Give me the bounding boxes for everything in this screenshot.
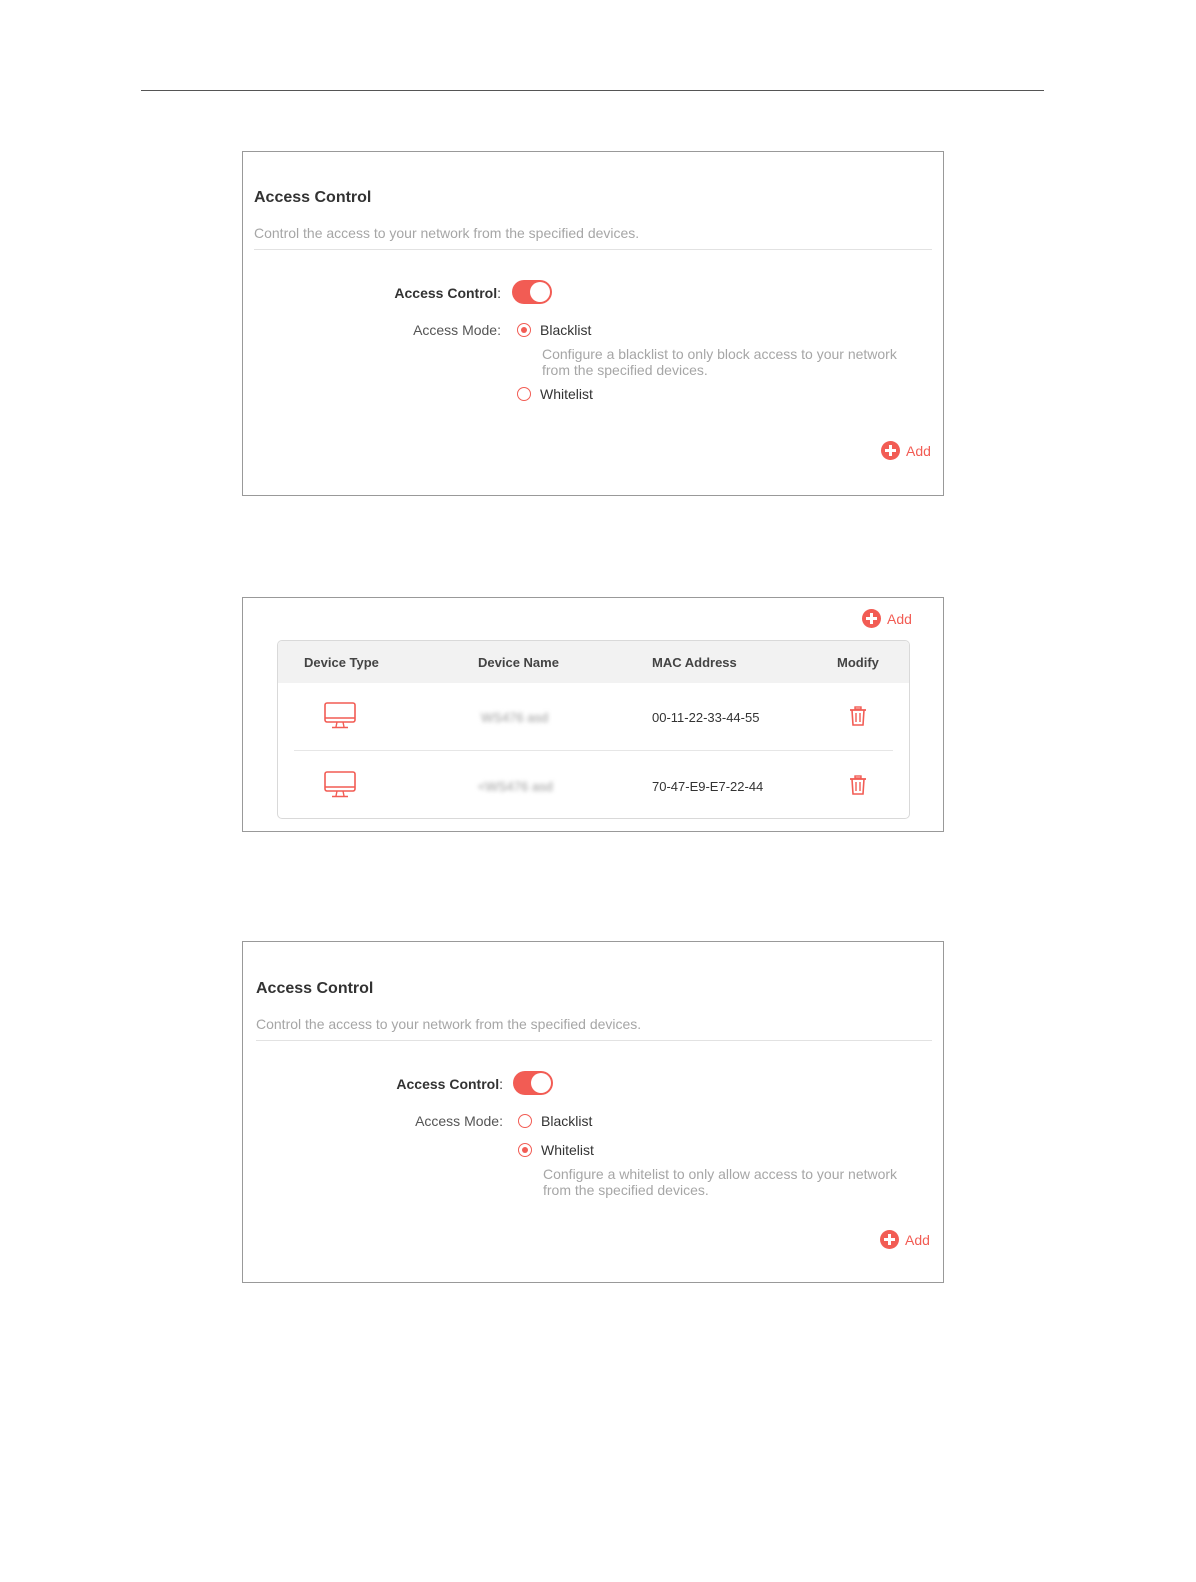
panel-description: Control the access to your network from the specified devices. bbox=[256, 1016, 642, 1032]
table-row bbox=[278, 751, 909, 819]
add-button-label: Add bbox=[905, 1231, 930, 1248]
blacklist-radio-label[interactable]: Blacklist bbox=[540, 322, 592, 338]
page-header-rule bbox=[141, 90, 1044, 91]
column-header-device-type: Device Type bbox=[304, 655, 379, 670]
add-device-button[interactable] bbox=[862, 609, 912, 628]
access-control-panel-whitelist bbox=[242, 941, 944, 1283]
whitelist-hint: Configure a whitelist to only allow access to your network from the specified devices. bbox=[543, 1166, 898, 1198]
access-mode-label: Access Mode: bbox=[415, 1113, 503, 1129]
table-header bbox=[278, 641, 909, 683]
blacklist-hint: Configure a blacklist to only block access to your network from the specified devices. bbox=[542, 346, 897, 378]
add-button-label: Add bbox=[887, 610, 912, 627]
desktop-icon bbox=[324, 702, 356, 735]
panel-description: Control the access to your network from the specified devices. bbox=[254, 225, 640, 241]
add-button[interactable] bbox=[880, 1230, 930, 1249]
device-name-cell: <WS476 asd bbox=[478, 779, 553, 794]
toggle-knob bbox=[530, 282, 550, 302]
panel-divider bbox=[254, 249, 932, 250]
panel-title: Access Control bbox=[254, 189, 372, 206]
add-button[interactable] bbox=[881, 441, 931, 460]
panel-divider bbox=[256, 1040, 932, 1041]
table-row bbox=[278, 683, 909, 751]
access-control-toggle[interactable] bbox=[512, 280, 552, 304]
blacklist-radio[interactable] bbox=[517, 323, 531, 337]
whitelist-radio[interactable] bbox=[518, 1143, 532, 1157]
trash-icon[interactable] bbox=[849, 775, 867, 800]
blacklist-radio[interactable] bbox=[518, 1114, 532, 1128]
column-header-device-name: Device Name bbox=[478, 655, 559, 670]
add-button-label: Add bbox=[906, 442, 931, 459]
whitelist-radio[interactable] bbox=[517, 387, 531, 401]
access-control-label: Access Control: bbox=[394, 285, 501, 301]
column-header-modify: Modify bbox=[837, 655, 879, 670]
access-control-label: Access Control: bbox=[396, 1076, 503, 1092]
plus-circle-icon bbox=[862, 609, 881, 628]
trash-icon[interactable] bbox=[849, 706, 867, 731]
access-mode-label: Access Mode: bbox=[413, 322, 501, 338]
whitelist-radio-label[interactable]: Whitelist bbox=[541, 1142, 594, 1158]
plus-circle-icon bbox=[880, 1230, 899, 1249]
device-table bbox=[277, 640, 910, 819]
desktop-icon bbox=[324, 771, 356, 804]
panel-title: Access Control bbox=[256, 980, 374, 997]
mac-address-cell: 70-47-E9-E7-22-44 bbox=[652, 779, 764, 794]
device-list-panel bbox=[242, 597, 944, 832]
device-name-cell: WS476 asd bbox=[481, 710, 549, 725]
plus-circle-icon bbox=[881, 441, 900, 460]
access-control-panel-blacklist bbox=[242, 151, 944, 496]
mac-address-cell: 00-11-22-33-44-55 bbox=[652, 710, 760, 725]
access-control-toggle[interactable] bbox=[513, 1071, 553, 1095]
toggle-knob bbox=[531, 1073, 551, 1093]
column-header-mac-address: MAC Address bbox=[652, 655, 737, 670]
blacklist-radio-label[interactable]: Blacklist bbox=[541, 1113, 593, 1129]
whitelist-radio-label[interactable]: Whitelist bbox=[540, 386, 593, 402]
